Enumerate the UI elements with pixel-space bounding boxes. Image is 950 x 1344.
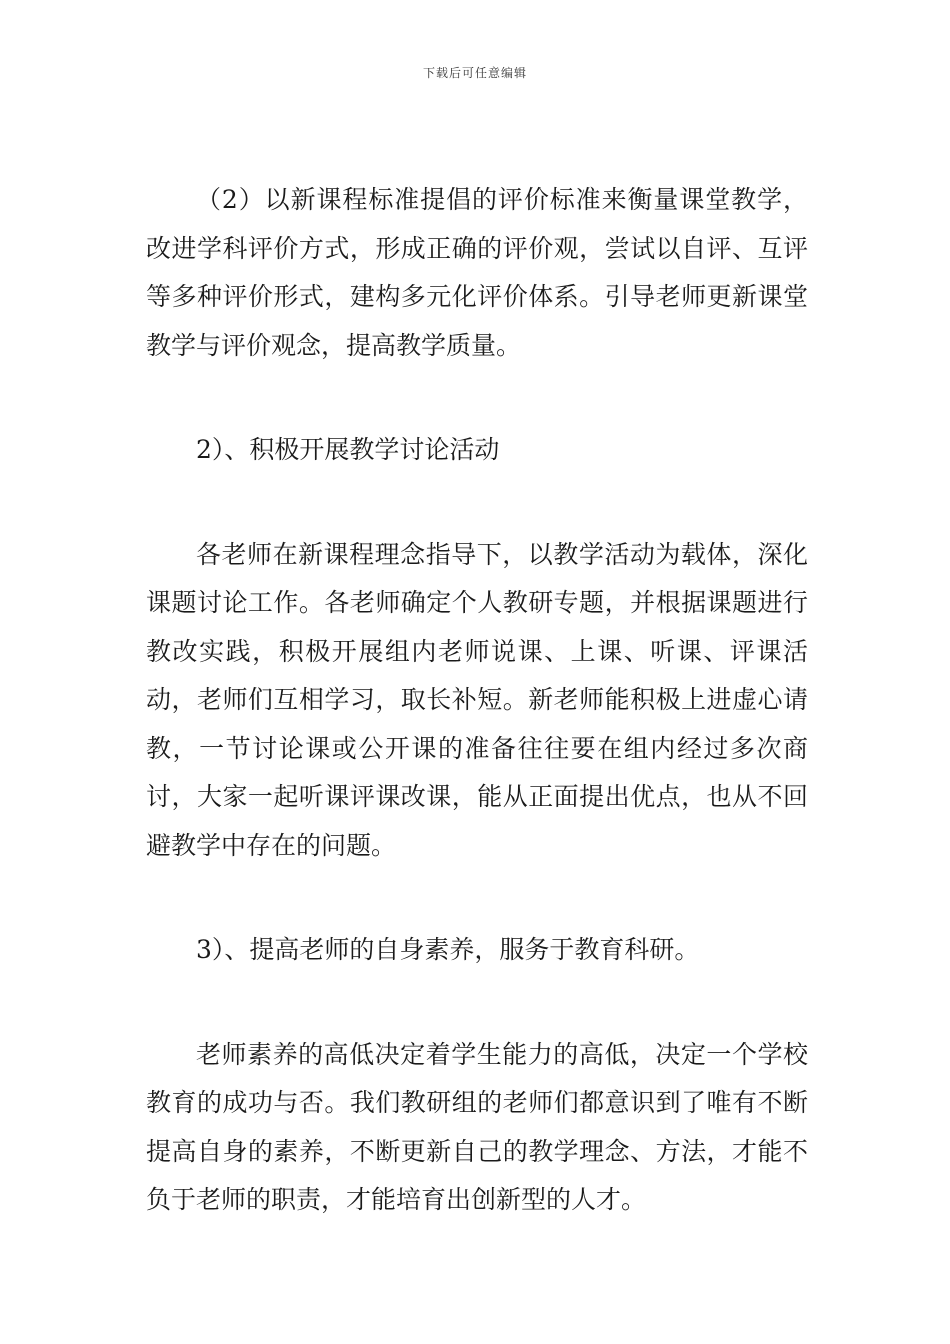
document-body: [146, 176, 808, 1225]
page-header-note: 下载后可任意编辑: [422, 66, 527, 80]
paragraph-evaluation: （2）以新课程标准提倡的评价标准来衡量课堂教学，改进学科评价方式，形成正确的评价观，尝试以自评、互评等多种评价形式，建构多元化评价体系。引导老师更新课堂教学与评价观念，提高教学质量。: [146, 185, 808, 360]
heading-discussion-activities: 2）、积极开展教学讨论活动: [196, 435, 500, 464]
paragraph-teacher-quality: 老师素养的高低决定着学生能力的高低，决定一个学校教育的成功与否。我们教研组的老师们都意识到了唯有不断提高自身的素养，不断更新自己的教学理念、方法，才能不负于老师的职责，才能培育出创新型的人才。: [146, 1039, 808, 1214]
heading-teacher-quality: 3）、提高老师的自身素养，服务于教育科研。: [196, 935, 700, 964]
paragraph-discussion: 各老师在新课程理念指导下，以教学活动为载体，深化课题讨论工作。各老师确定个人教研专题，并根据课题进行教改实践，积极开展组内老师说课、上课、听课、评课活动，老师们互相学习，取长补短。新老师能积极上进虚心请教，一节讨论课或公开课的准备往往要在组内经过多次商讨，大家一起听课评课改课，能从正面提出优点，也从不回避教学中存在的问题。: [146, 539, 808, 860]
